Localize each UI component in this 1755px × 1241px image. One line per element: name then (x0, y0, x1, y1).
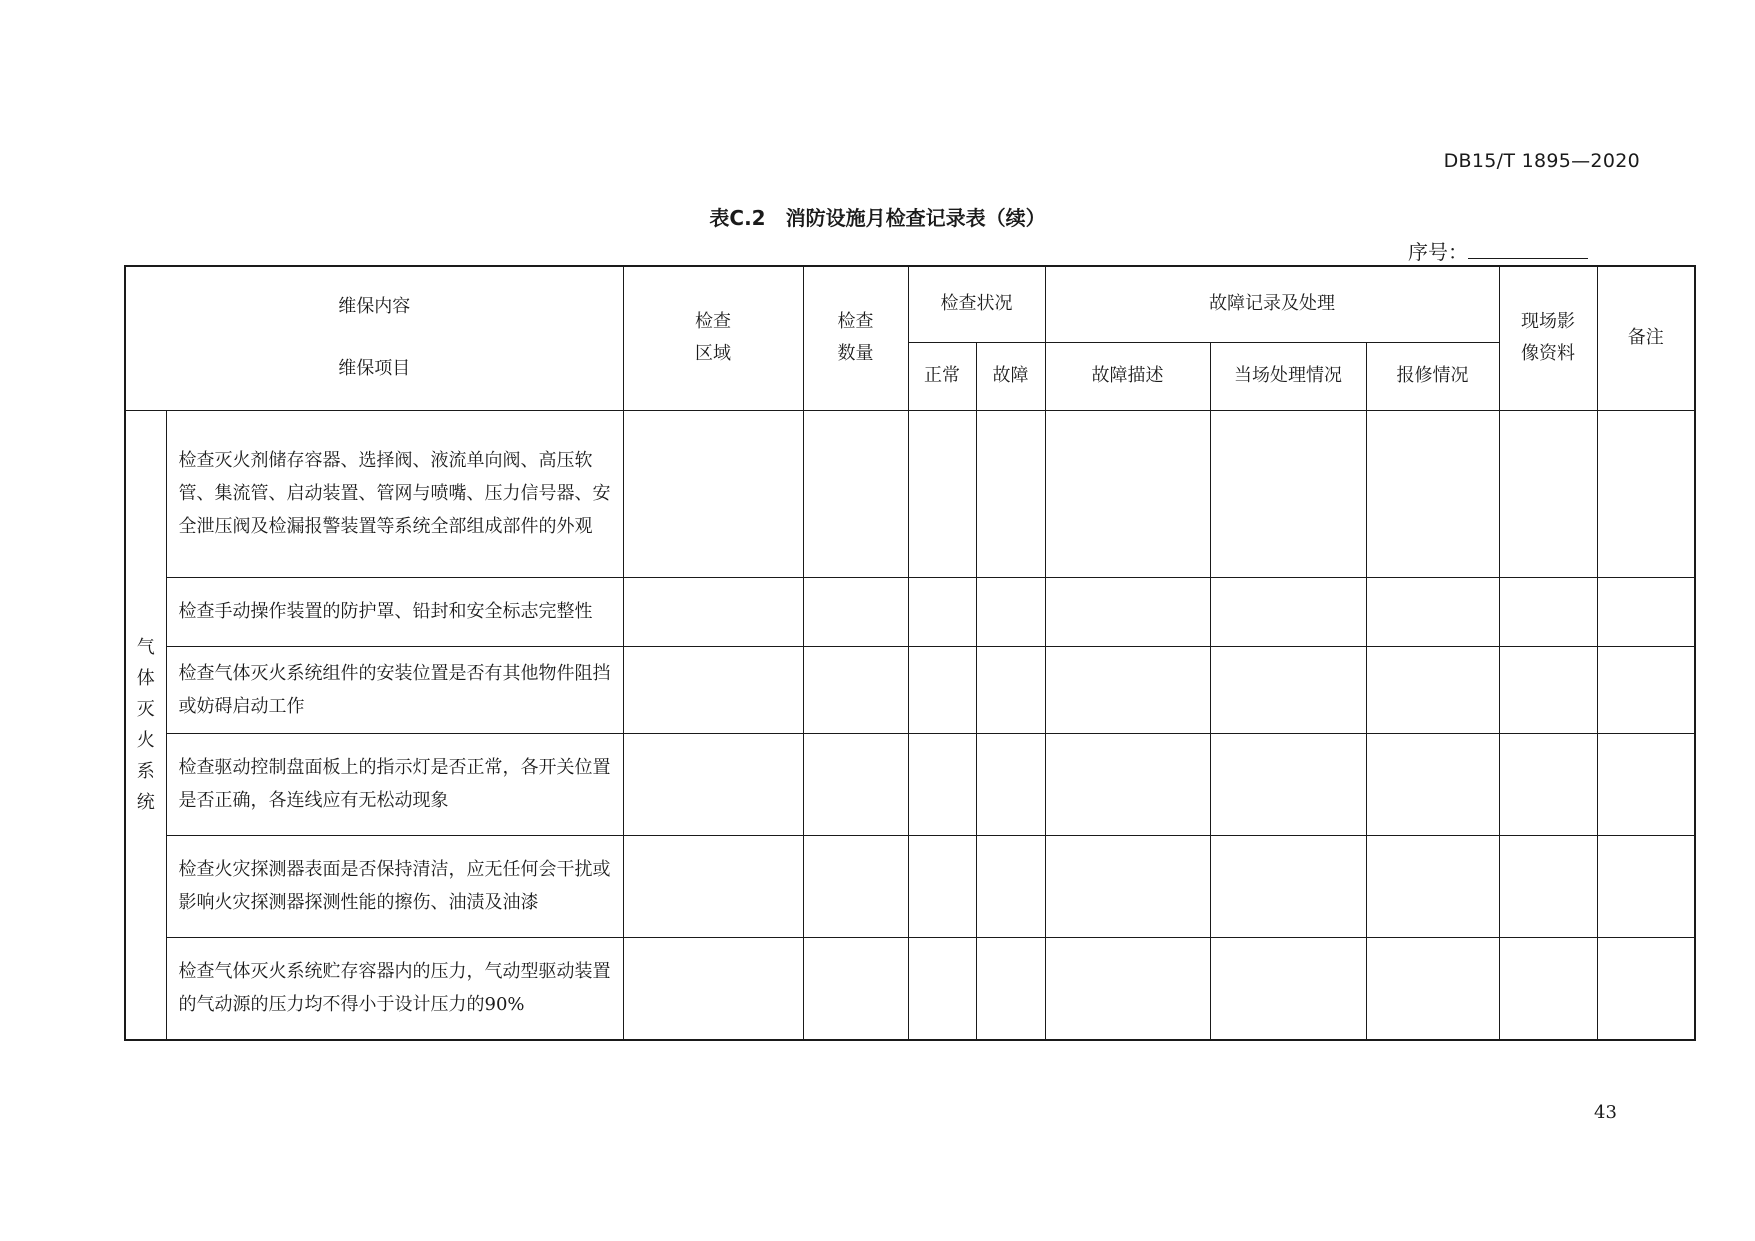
onsite-handling-cell[interactable] (1210, 835, 1366, 937)
remarks-cell[interactable] (1597, 835, 1695, 937)
system-char: 灭 (136, 698, 155, 720)
quantity-cell[interactable] (803, 577, 908, 646)
maintenance-item: 检查驱动控制盘面板上的指示灯是否正常，各开关位置是否正确，各连线应有无松动现象 (166, 733, 623, 835)
header-image-line2: 像资料 (1521, 343, 1576, 365)
header-maintenance-content: 维保内容 (338, 296, 411, 318)
repair-status-cell[interactable] (1366, 835, 1499, 937)
header-fault-record: 故障记录及处理 (1045, 266, 1499, 342)
table-row (125, 937, 1695, 1040)
quantity-cell[interactable] (803, 646, 908, 733)
system-category-cell (125, 410, 166, 1040)
fault-cell[interactable] (976, 577, 1045, 646)
fault-cell[interactable] (976, 733, 1045, 835)
normal-cell[interactable] (908, 577, 976, 646)
header-area-line2: 区域 (695, 343, 731, 365)
remarks-cell[interactable] (1597, 577, 1695, 646)
repair-status-cell[interactable] (1366, 577, 1499, 646)
normal-cell[interactable] (908, 410, 976, 577)
header-fault-description: 故障描述 (1045, 342, 1210, 410)
repair-status-cell[interactable] (1366, 410, 1499, 577)
system-char: 体 (136, 667, 155, 689)
maintenance-item: 检查火灾探测器表面是否保持清洁，应无任何会干扰或影响火灾探测器探测性能的擦伤、油渍及油漆 (166, 835, 623, 937)
maintenance-item: 检查灭火剂储存容器、选择阀、液流单向阀、高压软管、集流管、启动装置、管网与喷嘴、压力信号器、安全泄压阀及检漏报警装置等系统全部组成部件的外观 (166, 410, 623, 577)
repair-status-cell[interactable] (1366, 646, 1499, 733)
fault-cell[interactable] (976, 646, 1045, 733)
remarks-cell[interactable] (1597, 937, 1695, 1040)
image-cell[interactable] (1499, 835, 1597, 937)
header-normal: 正常 (908, 342, 976, 410)
maintenance-item: 检查气体灭火系统组件的安装位置是否有其他物件阻挡或妨碍启动工作 (166, 646, 623, 733)
header-repair-status: 报修情况 (1366, 342, 1499, 410)
header-fault: 故障 (976, 342, 1045, 410)
serial-blank-line (1468, 236, 1588, 259)
maintenance-item: 检查手动操作装置的防护罩、铅封和安全标志完整性 (166, 577, 623, 646)
fault-description-cell[interactable] (1045, 577, 1210, 646)
table-row (125, 835, 1695, 937)
image-cell[interactable] (1499, 410, 1597, 577)
onsite-handling-cell[interactable] (1210, 577, 1366, 646)
table-row (125, 733, 1695, 835)
normal-cell[interactable] (908, 835, 976, 937)
repair-status-cell[interactable] (1366, 733, 1499, 835)
fault-cell[interactable] (976, 835, 1045, 937)
maintenance-item: 检查气体灭火系统贮存容器内的压力，气动型驱动装置的气动源的压力均不得小于设计压力的90% (166, 937, 623, 1040)
page-number: 43 (1594, 1102, 1617, 1123)
system-char: 火 (136, 729, 155, 751)
table-row (125, 577, 1695, 646)
fault-description-cell[interactable] (1045, 410, 1210, 577)
fault-description-cell[interactable] (1045, 733, 1210, 835)
onsite-handling-cell[interactable] (1210, 646, 1366, 733)
fault-description-cell[interactable] (1045, 835, 1210, 937)
image-cell[interactable] (1499, 577, 1597, 646)
document-code: DB15/T 1895—2020 (1443, 150, 1640, 172)
quantity-cell[interactable] (803, 733, 908, 835)
table-row (125, 646, 1695, 733)
fault-cell[interactable] (976, 937, 1045, 1040)
area-cell[interactable] (623, 835, 803, 937)
system-char: 系 (136, 760, 155, 782)
area-cell[interactable] (623, 577, 803, 646)
header-remarks: 备注 (1597, 266, 1695, 410)
header-onsite-handling: 当场处理情况 (1210, 342, 1366, 410)
onsite-handling-cell[interactable] (1210, 937, 1366, 1040)
header-status: 检查状况 (908, 266, 1045, 342)
table-row (125, 410, 1695, 577)
header-quantity-line1: 检查 (837, 311, 874, 333)
remarks-cell[interactable] (1597, 733, 1695, 835)
area-cell[interactable] (623, 937, 803, 1040)
quantity-cell[interactable] (803, 937, 908, 1040)
header-image-line1: 现场影 (1521, 311, 1576, 333)
fault-description-cell[interactable] (1045, 937, 1210, 1040)
fault-cell[interactable] (976, 410, 1045, 577)
serial-number-field (1408, 236, 1588, 265)
header-onsite-image (1499, 266, 1597, 410)
fault-description-cell[interactable] (1045, 646, 1210, 733)
system-char: 气 (136, 636, 155, 658)
monthly-inspection-table (124, 265, 1696, 1041)
area-cell[interactable] (623, 410, 803, 577)
quantity-cell[interactable] (803, 410, 908, 577)
system-char: 统 (136, 791, 155, 813)
normal-cell[interactable] (908, 937, 976, 1040)
serial-label: 序号： (1408, 240, 1468, 264)
header-maintenance (125, 266, 623, 410)
image-cell[interactable] (1499, 646, 1597, 733)
header-area-line1: 检查 (695, 311, 731, 333)
table-title: 表C.2 消防设施月检查记录表（续） (709, 206, 1046, 230)
repair-status-cell[interactable] (1366, 937, 1499, 1040)
area-cell[interactable] (623, 733, 803, 835)
onsite-handling-cell[interactable] (1210, 733, 1366, 835)
normal-cell[interactable] (908, 733, 976, 835)
header-quantity (803, 266, 908, 410)
image-cell[interactable] (1499, 733, 1597, 835)
remarks-cell[interactable] (1597, 646, 1695, 733)
header-area (623, 266, 803, 410)
normal-cell[interactable] (908, 646, 976, 733)
header-quantity-line2: 数量 (837, 343, 874, 365)
header-maintenance-item: 维保项目 (338, 358, 411, 380)
quantity-cell[interactable] (803, 835, 908, 937)
image-cell[interactable] (1499, 937, 1597, 1040)
remarks-cell[interactable] (1597, 410, 1695, 577)
onsite-handling-cell[interactable] (1210, 410, 1366, 577)
area-cell[interactable] (623, 646, 803, 733)
